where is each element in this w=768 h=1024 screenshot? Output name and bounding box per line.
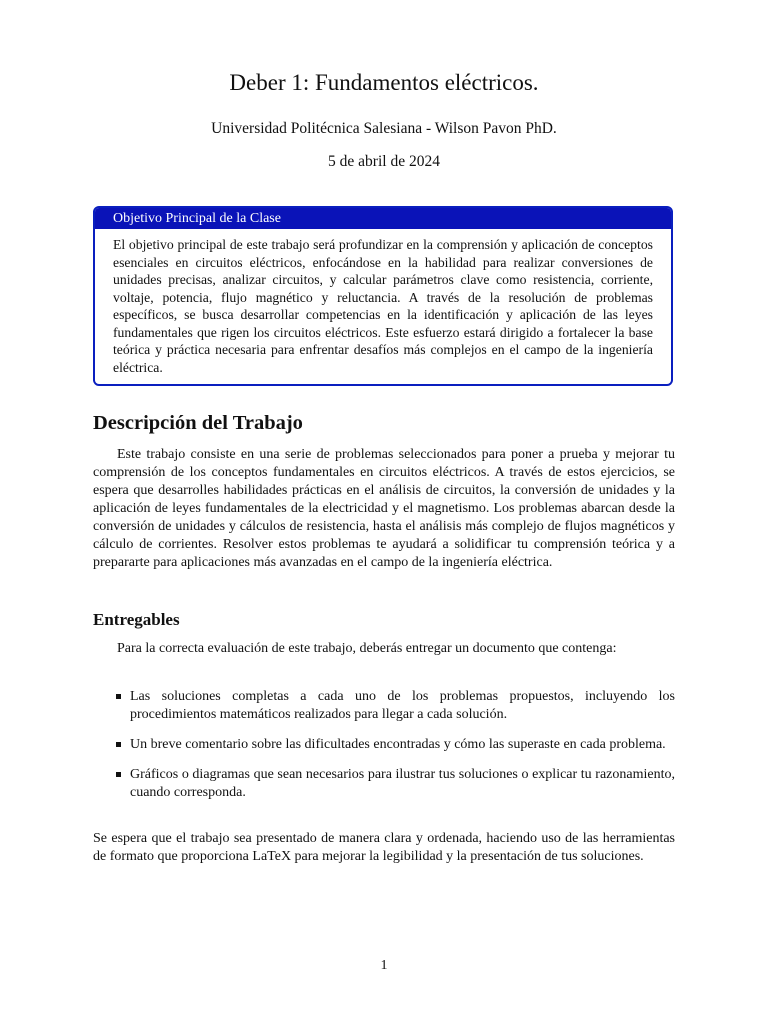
list-item-text: Gráficos o diagramas que sean necesarios para ilustrar tus soluciones o explicar tu razonamiento, cuando corresponda. (130, 767, 675, 800)
list-item (93, 688, 675, 724)
section-heading-description: Descripción del Trabajo (93, 412, 303, 434)
list-item-text: Un breve comentario sobre las dificultades encontradas y cómo las superaste en cada problema. (130, 737, 666, 752)
list-item (93, 766, 675, 802)
deliverables-list (93, 688, 675, 814)
page-number: 1 (380, 958, 388, 973)
bullet-square-icon (116, 772, 121, 777)
list-item (93, 736, 675, 754)
objective-box-heading: Objetivo Principal de la Clase (95, 208, 671, 229)
list-item-text: Las soluciones completas a cada uno de los problemas propuestos, incluyendo los procedimientos matemáticos realizados para llegar a cada solución. (130, 689, 675, 722)
objective-box (93, 206, 673, 386)
subsection-heading-deliverables: Entregables (93, 610, 180, 629)
deliverables-closing: Se espera que el trabajo sea presentado de manera clara y ordenada, haciendo uso de las herramientas de formato que proporciona LaTeX para mejorar la legibilidad y la presentación de tus soluciones. (93, 831, 675, 864)
document-title: Deber 1: Fundamentos eléctricos. (229, 70, 539, 95)
document-author: Universidad Politécnica Salesiana - Wilson Pavon PhD. (211, 120, 557, 137)
objective-box-body: El objetivo principal de este trabajo será profundizar en la comprensión y aplicación de conceptos esenciales en circuitos eléctricos, enfocándose en la habilidad para realizar conversiones de unidades precisas, analizar circuitos, y calcular parámetros clave como resistencia, corriente, voltaje, potencia, flujo magnético y reluctancia. A través de la resolución de problemas específicos, se busca desarrollar competencias en la identificación y aplicación de las leyes fundamentales que rigen los circuitos eléctricos. Este esfuerzo estará dirigido a fortalecer la base teórica y práctica necesaria para enfrentar desafíos más complejos en el campo de la ingeniería eléctrica. (113, 237, 653, 375)
bullet-square-icon (116, 694, 121, 699)
deliverables-intro: Para la correcta evaluación de este trabajo, deberás entregar un documento que contenga: (117, 641, 617, 656)
document-date: 5 de abril de 2024 (328, 153, 440, 170)
description-paragraph: Este trabajo consiste en una serie de problemas seleccionados para poner a prueba y mejorar tu comprensión de los conceptos fundamentales en circuitos eléctricos. A través de estos ejercicios, se espera que desarrolles habilidades prácticas en el análisis de circuitos, la conversión de unidades y la aplicación de leyes fundamentales de la electricidad y el magnetismo. Los problemas abarcan desde la conversión de unidades y cálculos de resistencia, hasta el análisis más complejo de flujos magnéticos y cálculo de corrientes. Resolver estos problemas te ayudará a solidificar tu comprensión teórica y a prepararte para aplicaciones más avanzadas en el campo de la ingeniería eléctrica. (93, 447, 675, 570)
bullet-square-icon (116, 742, 121, 747)
